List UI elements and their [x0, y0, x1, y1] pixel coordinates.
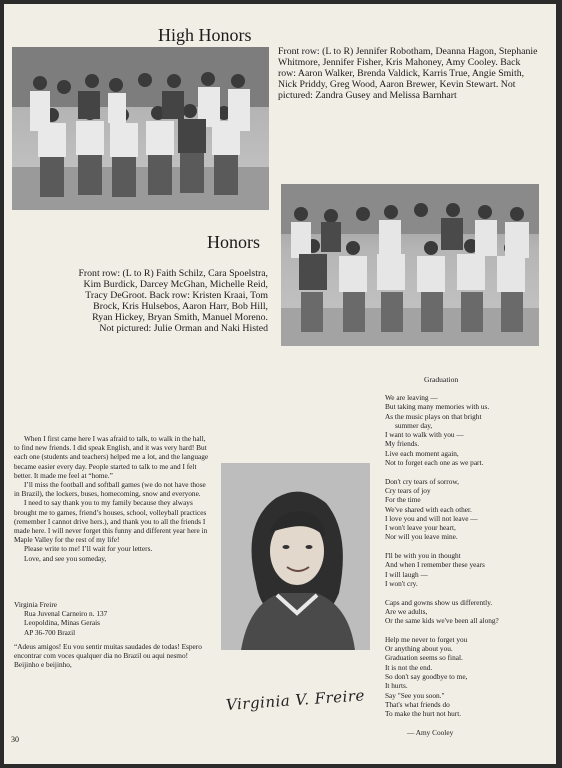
- poem-line: We are leaving —: [385, 393, 438, 402]
- letter-paragraph: Love, and see you someday,: [24, 553, 107, 563]
- poem-stanza: [385, 393, 555, 467]
- poem-line: Are we adults,: [385, 606, 428, 616]
- poem-title: Graduation: [424, 375, 459, 384]
- poem-line: It hurts.: [385, 681, 408, 691]
- high-honors-caption: Front row: (L to R) Jennifer Robotham, Deanna Hagon, Stephanie Whitmore, Jennifer Fisher, Kris Mahoney, Amy Cooley. Back row: Aaron Walker, Brenda Valdick, Karris True, Angie Smith, Nick Priddy, Greg Wood, Aaron Brewer, Kevin Stewart. Not pictured: Zandra Gusey and Melissa Barnhart: [278, 46, 538, 102]
- letter-paragraph: When I first came here I was afraid to talk, to walk in the hall, to find new friends. I did speak English, and it was very hard! But each one (students and teachers) helped me a lot, and the language became easier every day. People started to talk to me and I felt better. It made me feel at “home.”: [14, 434, 209, 480]
- poem-line: For the time: [385, 495, 421, 505]
- handwritten-signature: Virginia V. Freire: [225, 686, 366, 714]
- poem-line: Caps and gowns show us differently.: [385, 597, 493, 607]
- poem-author: — Amy Cooley: [407, 727, 454, 737]
- poem-line: Not to forget each one as we part.: [385, 458, 484, 468]
- portuguese-note: “Adeus amigos! Eu vou sentir muitas saudades de todas! Espero encontrar com voces qualquer dia no Brazil ou aqui nesmo! Beijinho e beijinho,: [14, 642, 202, 670]
- address-line: Leopoldina, Minas Gerais: [24, 618, 100, 628]
- letter-paragraph: I need to say thank you to my family because they always brought me to games, friend’s houses, school, volleyball practices (remember I cannot drive hers.), and thank you to all the friends I made here. I will never forget this funny and different year here in Maple Valley for the rest of my life!: [14, 498, 208, 545]
- page-number: 30: [11, 735, 19, 744]
- letter-paragraph: Please write to me! I’ll wait for your letters.: [24, 544, 153, 554]
- poem-line: It is not the end.: [385, 662, 433, 672]
- address-line: AP 36-700 Brazil: [24, 627, 76, 637]
- high-honors-photo: [12, 47, 269, 210]
- poem-line: So don't say goodbye to me,: [385, 671, 468, 681]
- high-honors-title: High Honors: [158, 25, 252, 45]
- poem-line: I want to walk with you —: [385, 430, 464, 440]
- poem-line: I'll be with you in thought: [385, 551, 461, 561]
- graduation-poem: [385, 393, 555, 737]
- poem-line: Graduation seems so final.: [385, 653, 463, 663]
- poem-line: My friends.: [385, 439, 420, 449]
- poem-stanza: [385, 598, 555, 626]
- poem-line: Live each moment again,: [385, 448, 459, 458]
- poem-line: Help me never to forget you: [385, 634, 468, 644]
- honors-caption: Front row: (L to R) Faith Schilz, Cara Spoelstra, Kim Burdick, Darcey McGhan, Michelle Reid, Tracy DeGroot. Back row: Kristen Kraai, Tom Brock, Kris Hulsebos, Aaron Harr, Bob Hill, Ryan Hickey, Bryan Smith, Manuel Moreno. Not pictured: Julie Orman and Naki Histed: [78, 268, 268, 335]
- address-line: Virginia Freire: [14, 600, 57, 609]
- poem-line: But taking many memories with us.: [385, 402, 490, 412]
- poem-line: I love you and will not leave —: [385, 513, 478, 523]
- poem-stanza: [385, 635, 555, 719]
- poem-line: I won't cry.: [385, 578, 418, 588]
- poem-line: I will laugh —: [385, 569, 428, 579]
- address-line: Rua Juvenal Carneiro n. 137: [24, 609, 108, 619]
- poem-line: Or the same kids we've been all along?: [385, 616, 499, 626]
- poem-line: We've shared with each other.: [385, 504, 472, 514]
- poem-line: summer day,: [395, 420, 433, 430]
- honors-title: Honors: [207, 232, 260, 252]
- poem-line: Nor will you leave mine.: [385, 532, 458, 542]
- student-portrait: [221, 463, 370, 650]
- poem-line: Cry tears of joy: [385, 485, 431, 495]
- mailing-address: [14, 600, 210, 637]
- poem-line: That's what friends do: [385, 699, 450, 709]
- poem-line: As the music plays on that bright: [385, 411, 482, 421]
- poem-line: Don't cry tears of sorrow,: [385, 476, 459, 486]
- letter-text: [14, 434, 210, 563]
- yearbook-page: [4, 4, 556, 764]
- poem-stanza: [385, 477, 555, 542]
- poem-line: Or anything about you.: [385, 644, 453, 654]
- poem-line: To make the hurt not hurt.: [385, 709, 462, 719]
- poem-line: I won't leave your heart,: [385, 523, 456, 533]
- poem-stanza: [385, 551, 555, 588]
- honors-photo: [281, 184, 539, 346]
- poem-line: Say "See you soon.": [385, 690, 445, 700]
- letter-paragraph: I’ll miss the football and softball games (we do not have those in Brazil), the lockers, buses, homecoming, snow and everyone.: [14, 480, 206, 499]
- poem-line: And when I remember these years: [385, 560, 485, 570]
